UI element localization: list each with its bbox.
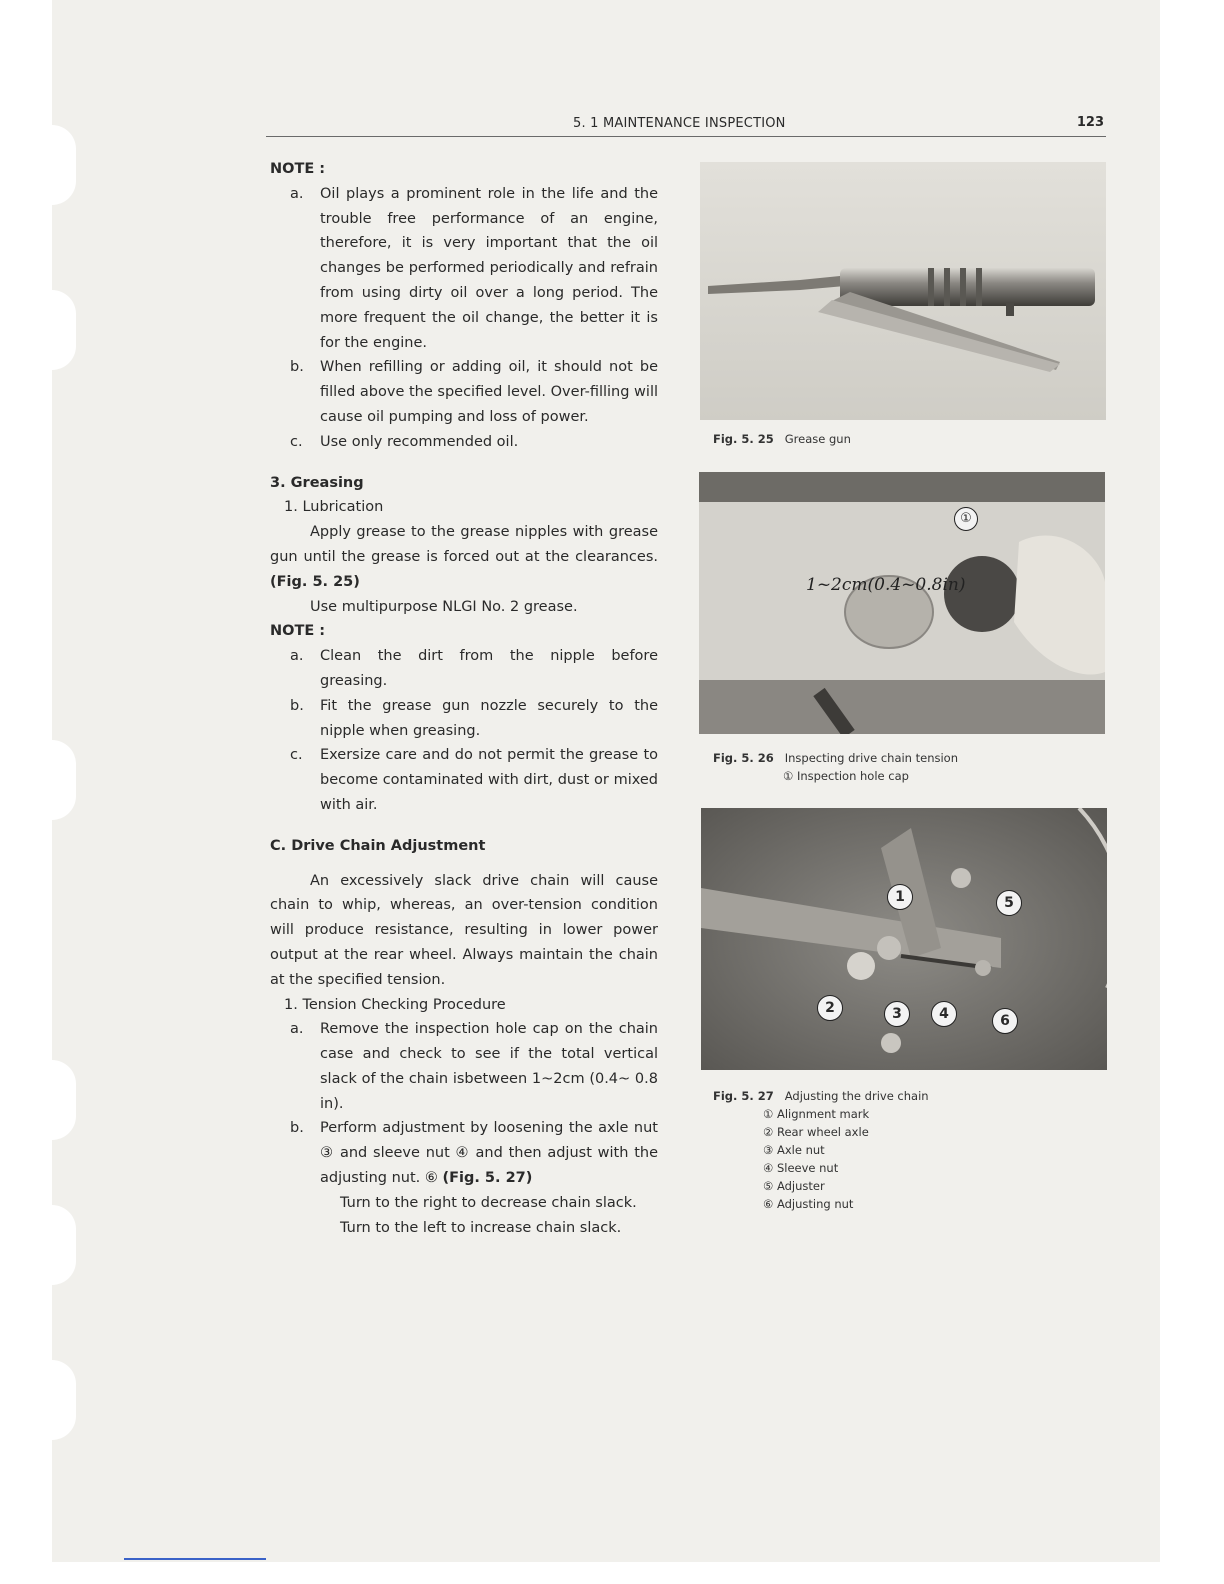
callout-3: 3 xyxy=(884,1001,910,1027)
binder-hole xyxy=(52,290,76,370)
legend-item: ④ Sleeve nut xyxy=(763,1161,839,1175)
instruction-line: Turn to the right to decrease chain slack. xyxy=(340,1194,637,1211)
legend-item: ① Alignment mark xyxy=(763,1107,870,1121)
figure-adjusting-chain xyxy=(701,808,1107,1070)
note-item: b. When refilling or adding oil, it should not be filled above the specified level. Over-filling will cause oil pumping and loss of power. xyxy=(290,359,658,425)
note-item: b. Fit the grease gun nozzle securely to the nipple when greasing. xyxy=(290,697,658,739)
procedure-item: a. Remove the inspection hole cap on the chain case and check to see if the total vertical slack of the chain isbetween 1~2cm (0.4~ 0.8 in). xyxy=(290,1021,658,1112)
binder-hole xyxy=(52,1060,76,1140)
note-item: a. Oil plays a prominent role in the life and the trouble free performance of an engine, therefore, it is very important that the oil changes be performed periodically and refrain from using dirty oil over a long period. The more frequent the oil change, the better it is for the engine. xyxy=(290,185,658,351)
figure-caption-26: Fig. 5. 26 Inspecting drive chain tension ① Inspection hole cap xyxy=(713,751,959,783)
legend-item: ② Rear wheel axle xyxy=(763,1125,869,1139)
note-title: NOTE : xyxy=(270,623,326,640)
instruction-line: Turn to the left to increase chain slack. xyxy=(340,1219,622,1236)
figure-grease-gun xyxy=(700,162,1106,420)
sub-heading: 1. Lubrication xyxy=(284,499,384,516)
section-title: 5. 1 MAINTENANCE INSPECTION xyxy=(573,116,786,131)
note-item: c. Exersize care and do not permit the grease to become contaminated with dirt, dust or mixed with air. xyxy=(290,747,658,813)
callout-5: 5 xyxy=(996,890,1022,916)
binder-hole xyxy=(52,1205,76,1285)
callout-4: 4 xyxy=(931,1001,957,1027)
running-header xyxy=(266,112,1106,137)
left-column xyxy=(270,157,658,1240)
procedure-item: b. Perform adjustment by loosening the axle nut ③ and sleeve nut ④ and then adjust with the adjusting nut. ⑥ (Fig. 5. 27) xyxy=(290,1120,658,1187)
note-item: a. Clean the dirt from the nipple before greasing. xyxy=(290,648,658,689)
callout-2: 2 xyxy=(817,995,843,1021)
figure-reference: (Fig. 5. 25) xyxy=(270,573,360,590)
section-heading-chain: C. Drive Chain Adjustment xyxy=(270,837,486,854)
figure-caption-27: Fig. 5. 27 Adjusting the drive chain ① Alignment mark ② Rear wheel axle ③ Axle nut ④ Sleeve nut ⑤ Adjuster ⑥ Adjusting nut xyxy=(713,1089,929,1211)
callout-6: 6 xyxy=(992,1008,1018,1034)
page-number: 123 xyxy=(1076,115,1104,130)
figure-caption-25: Fig. 5. 25 Grease gun xyxy=(713,432,851,446)
binder-hole xyxy=(52,125,76,205)
callout-1: ① xyxy=(954,507,978,531)
legend-item: ③ Axle nut xyxy=(763,1143,825,1157)
note-title: NOTE : xyxy=(270,161,326,177)
paragraph: Use multipurpose NLGI No. 2 grease. xyxy=(310,598,578,615)
binder-hole xyxy=(52,740,76,820)
paragraph: An excessively slack drive chain will cause chain to whip, whereas, an over-tension condition will produce resistance, resulting in lower power output at the rear wheel. Always maintain the chain at the specified tension. xyxy=(270,872,658,988)
note-item: c. Use only recommended oil. xyxy=(290,433,519,450)
binder-hole xyxy=(52,1360,76,1440)
paragraph: Apply grease to the grease nipples with grease gun until the grease is forced out at the clearances. (Fig. 5. 25) xyxy=(270,524,658,590)
figure-chain-tension xyxy=(699,472,1105,734)
legend-item: ⑥ Adjusting nut xyxy=(763,1197,854,1211)
sub-heading: 1. Tension Checking Procedure xyxy=(284,996,506,1013)
bottom-rule xyxy=(124,1558,266,1560)
section-heading-greasing: 3. Greasing xyxy=(270,474,364,491)
slack-annotation: 1~2cm(0.4~0.8in) xyxy=(806,575,966,595)
callout-1: 1 xyxy=(887,884,913,910)
figure-reference: (Fig. 5. 27) xyxy=(442,1170,533,1187)
legend-item: ⑤ Adjuster xyxy=(763,1179,825,1193)
